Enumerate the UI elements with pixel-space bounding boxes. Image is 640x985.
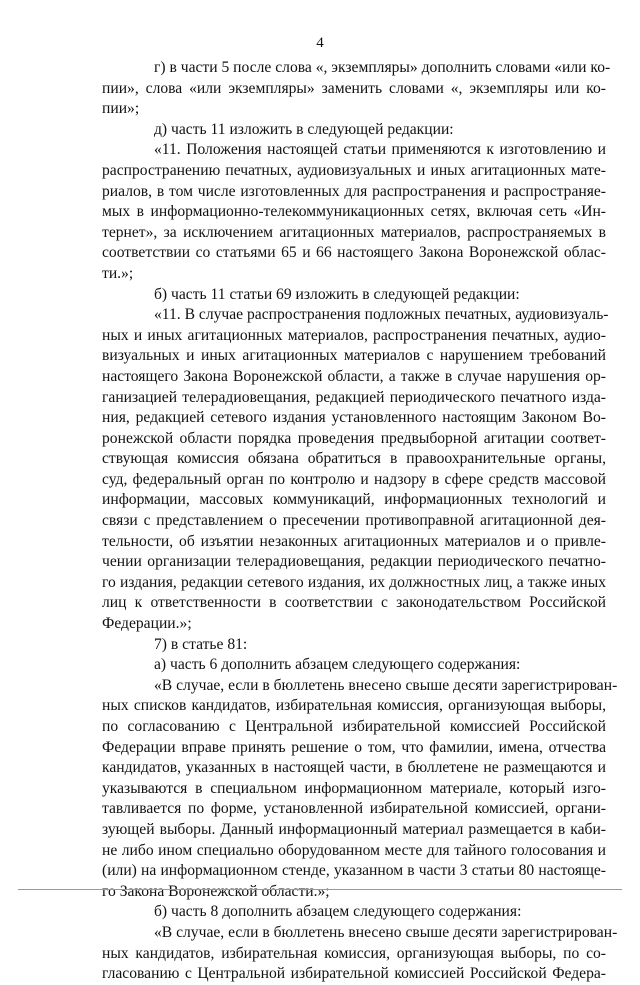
text-line: тернет», за исключением агитационных материалов, распространяемых в xyxy=(102,223,606,241)
text-line: Федерации вправе принять решение о том, что фамилии, имена, отчества xyxy=(102,738,606,756)
text-line: информации, массовых коммуникаций, информационных технологий и xyxy=(102,491,606,509)
text-line: не либо ином специально оборудованном месте для тайного голосования и xyxy=(102,841,606,859)
text-line: мых в информационно-телекоммуникационных сетях, включая сеть «Ин- xyxy=(102,203,606,221)
text-line: ронежской области порядка проведения предвыборной агитации соответ- xyxy=(102,429,606,447)
text-line: гласованию с Центральной избирательной комиссией Российской Федера- xyxy=(102,965,606,983)
text-line: г) в части 5 после слова «, экземпляры» дополнить словами «или ко- xyxy=(154,59,611,76)
text-line: пии», слова «или экземпляры» заменить словами «, экземпляры или ко- xyxy=(102,79,606,97)
text-line: указываются в специальном информационном материале, который изго- xyxy=(102,779,606,797)
text-line: зующей выборы. Данный информационный материал размещается в каби- xyxy=(102,820,606,838)
text-line: «11. Положения настоящей статьи применяются к изготовлению и xyxy=(154,141,606,159)
text-line: а) часть 6 дополнить абзацем следующего содержания: xyxy=(154,656,521,674)
text-line: ти.»; xyxy=(102,264,134,282)
text-line: визуальных и иных агитационных материалов с нарушением требований xyxy=(102,347,606,365)
text-line: по согласованию с Центральной избирательной комиссией Российской xyxy=(102,718,606,735)
text-line: «11. В случае распространения подложных печатных, аудиовизуаль- xyxy=(154,306,609,324)
text-line: лиц к ответственности в соответствии с законодательством Российской xyxy=(102,594,606,612)
text-line: (или) на информационном стенде, указанном в части 3 статьи 80 настояще- xyxy=(102,862,606,880)
text-line: связи с представлением о пресечении противоправной агитационной дея- xyxy=(102,512,606,530)
text-line: «В случае, если в бюллетень внесено свыше десяти зарегистрирован- xyxy=(154,676,618,694)
text-line: 7) в статье 81: xyxy=(154,635,248,653)
text-line: тавливается по форме, установленной избирательной комиссией, органи- xyxy=(102,800,606,818)
page-bottom-rule xyxy=(18,889,622,890)
text-line: го издания, редакции сетевого издания, их должностных лиц, а также иных xyxy=(102,573,606,591)
text-line: риалов, в том числе изготовленных для распространения и распространяе- xyxy=(102,182,606,200)
text-line: ных списков кандидатов, избирательная комиссия, организующая выборы, xyxy=(102,697,606,715)
text-line: «В случае, если в бюллетень внесено свыше десяти зарегистрирован- xyxy=(154,923,618,941)
text-line: настоящего Закона Воронежской области, а также в случае нарушения ор- xyxy=(102,367,606,385)
text-line: ных кандидатов, избирательная комиссия, организующая выборы, по со- xyxy=(102,944,606,962)
text-line: распространению печатных, аудиовизуальных и иных агитационных мате- xyxy=(102,161,606,179)
text-line: б) часть 11 статьи 69 изложить в следующей редакции: xyxy=(154,285,520,303)
page-number: 4 xyxy=(316,35,324,51)
text-line: д) часть 11 изложить в следующей редакции: xyxy=(154,120,454,138)
text-line: ганизацией телерадиовещания, редакцией периодического печатного изда- xyxy=(102,388,606,406)
text-line: ния, редакцией сетевого издания установленного настоящим Законом Во- xyxy=(102,409,606,427)
text-line: Федерации.»; xyxy=(102,615,192,633)
text-line: ствующая комиссия обязана обратиться в правоохранительные органы, xyxy=(102,450,606,468)
document-body xyxy=(102,58,618,985)
text-line: пии»; xyxy=(102,100,140,118)
text-line: кандидатов, указанных в настоящей части, в бюллетене не размещаются и xyxy=(102,759,606,777)
text-line: ных и иных агитационных материалов, распространения печатных, аудио- xyxy=(102,326,606,344)
text-line: го Закона Воронежской области.»; xyxy=(102,882,330,900)
text-line: суд, федеральный орган по контролю и надзору в сфере средств массовой xyxy=(102,470,606,488)
text-line: б) часть 8 дополнить абзацем следующего содержания: xyxy=(154,903,522,921)
text-line: чении организации телерадиовещания, редакции периодического печатно- xyxy=(102,553,606,571)
text-line: соответствии со статьями 65 и 66 настоящего Закона Воронежской облас- xyxy=(102,244,606,262)
text-line: тельности, об изъятии незаконных агитационных материалов и о привле- xyxy=(102,532,606,550)
